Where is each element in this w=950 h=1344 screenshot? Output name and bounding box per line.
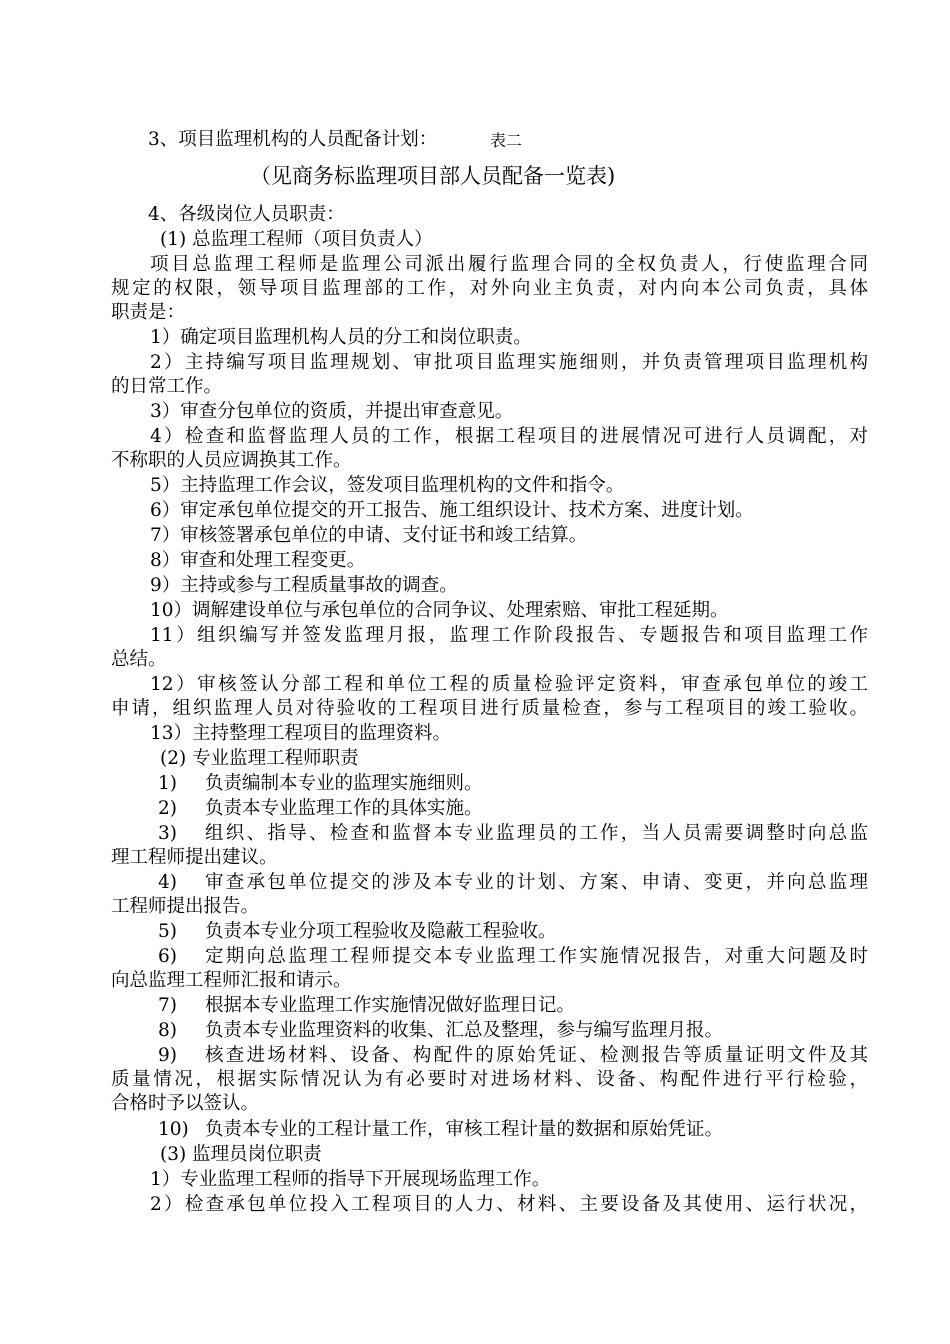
specialist-duty-number: 1)	[158, 773, 177, 794]
specialist-duty-cont: 质量情况，根据实际情况认为有必要时对进场材料、设备、构配件进行平行检验，	[111, 1069, 868, 1090]
section3-label: 3、项目监理机构的人员配备计划：	[148, 129, 438, 150]
chief-duty-cont: 申请，组织监理人员对待验收的工程项目进行质量检查，参与工程项目的竣工验收。	[111, 698, 868, 719]
section4-heading: 4、各级岗位人员职责：	[148, 204, 345, 225]
chief-duty: 13）主持整理工程项目的监理资料。	[150, 723, 452, 744]
specialist-duty: 组织、指导、检查和监督本专业监理员的工作，当人员需要调整时向总监	[205, 823, 868, 844]
specialist-duty: 审查承包单位提交的涉及本专业的计划、方案、申请、变更，并向总监理	[205, 872, 868, 893]
specialist-duty: 根据本专业监理工作实施情况做好监理日记。	[205, 995, 576, 1016]
chief-duty: 4）检查和监督监理人员的工作，根据工程项目的进展情况可进行人员调配，对	[150, 426, 868, 447]
chief-duty: 11）组织编写并签发监理月报，监理工作阶段报告、专题报告和项目监理工作	[150, 625, 868, 646]
specialist-duty-number: 4)	[158, 872, 177, 893]
inspector-heading: (3) 监理员岗位职责	[160, 1144, 322, 1165]
specialist-duty-number: 3)	[158, 823, 177, 844]
chief-duty: 8）审查和处理工程变更。	[150, 550, 366, 571]
specialist-duty-number: 6)	[158, 946, 177, 967]
chief-heading: (1) 总监理工程师（项目负责人）	[160, 229, 433, 250]
specialist-duty-number: 2)	[158, 798, 177, 819]
specialist-duty: 负责编制本专业的监理实施细则。	[205, 773, 483, 794]
table-ref: 表二	[490, 131, 523, 150]
chief-duty: 12）审核签认分部工程和单位工程的质量检验评定资料，审查承包单位的竣工	[150, 674, 868, 695]
specialist-duty: 负责本专业分项工程验收及隐蔽工程验收。	[205, 921, 557, 942]
chief-duty: 1）确定项目监理机构人员的分工和岗位职责。	[150, 327, 532, 348]
specialist-duty-number: 8)	[158, 1020, 177, 1041]
specialist-duty: 负责本专业的工程计量工作，审核工程计量的数据和原始凭证。	[205, 1119, 724, 1140]
specialist-duty-cont: 理工程师提出建议。	[111, 847, 278, 868]
chief-duty: 5）主持监理工作会议，签发项目监理机构的文件和指令。	[150, 475, 625, 496]
chief-duty: 9）主持或参与工程质量事故的调查。	[150, 575, 458, 596]
chief-duty: 7）审核签署承包单位的申请、支付证书和竣工结算。	[150, 525, 588, 546]
specialist-duty: 负责本专业监理资料的收集、汇总及整理，参与编写监理月报。	[205, 1020, 724, 1041]
chief-duty: 2）主持编写项目监理规划、审批项目监理实施细则，并负责管理项目监理机构	[150, 352, 868, 373]
chief-intro-line: 项目总监理工程师是监理公司派出履行监理合同的全权负责人，行使监理合同	[150, 254, 868, 275]
chief-intro-line: 职责是：	[111, 302, 186, 323]
specialist-duty: 核查进场材料、设备、构配件的原始凭证、检测报告等质量证明文件及其	[205, 1045, 868, 1066]
specialist-duty-number: 9)	[158, 1045, 177, 1066]
specialist-duty-number: 10)	[158, 1119, 189, 1140]
chief-duty: 10）调解建设单位与承包单位的合同争议、处理索赔、审批工程延期。	[150, 600, 729, 621]
section3-note: （见商务标监理项目部人员配备一览表)	[250, 164, 616, 188]
inspector-duty: 2）检查承包单位投入工程项目的人力、材料、主要设备及其使用、运行状况，	[150, 1194, 868, 1215]
specialist-duty-cont: 合格时予以签认。	[111, 1093, 260, 1114]
specialist-duty: 定期向总监理工程师提交本专业监理工作实施情况报告，对重大问题及时	[205, 946, 868, 967]
chief-duty: 6）审定承包单位提交的开工报告、施工组织设计、技术方案、进度计划。	[150, 500, 754, 521]
inspector-duty: 1）专业监理工程师的指导下开展现场监理工作。	[150, 1169, 551, 1190]
chief-duty-cont: 不称职的人员应调换其工作。	[111, 450, 352, 471]
chief-duty-cont: 总结。	[111, 649, 167, 670]
specialist-duty: 负责本专业监理工作的具体实施。	[205, 798, 483, 819]
specialist-duty-number: 7)	[158, 995, 177, 1016]
specialist-duty-number: 5)	[158, 921, 177, 942]
chief-duty-cont: 的日常工作。	[111, 376, 223, 397]
chief-intro-line: 规定的权限，领导项目监理部的工作，对外向业主负责，对内向本公司负责，具体	[111, 278, 868, 299]
specialist-heading: (2) 专业监理工程师职责	[160, 748, 359, 769]
specialist-duty-cont: 工程师提出报告。	[111, 896, 260, 917]
chief-duty: 3）审查分包单位的资质，并提出审查意见。	[150, 401, 514, 422]
specialist-duty-cont: 向总监理工程师汇报和请示。	[111, 970, 352, 991]
